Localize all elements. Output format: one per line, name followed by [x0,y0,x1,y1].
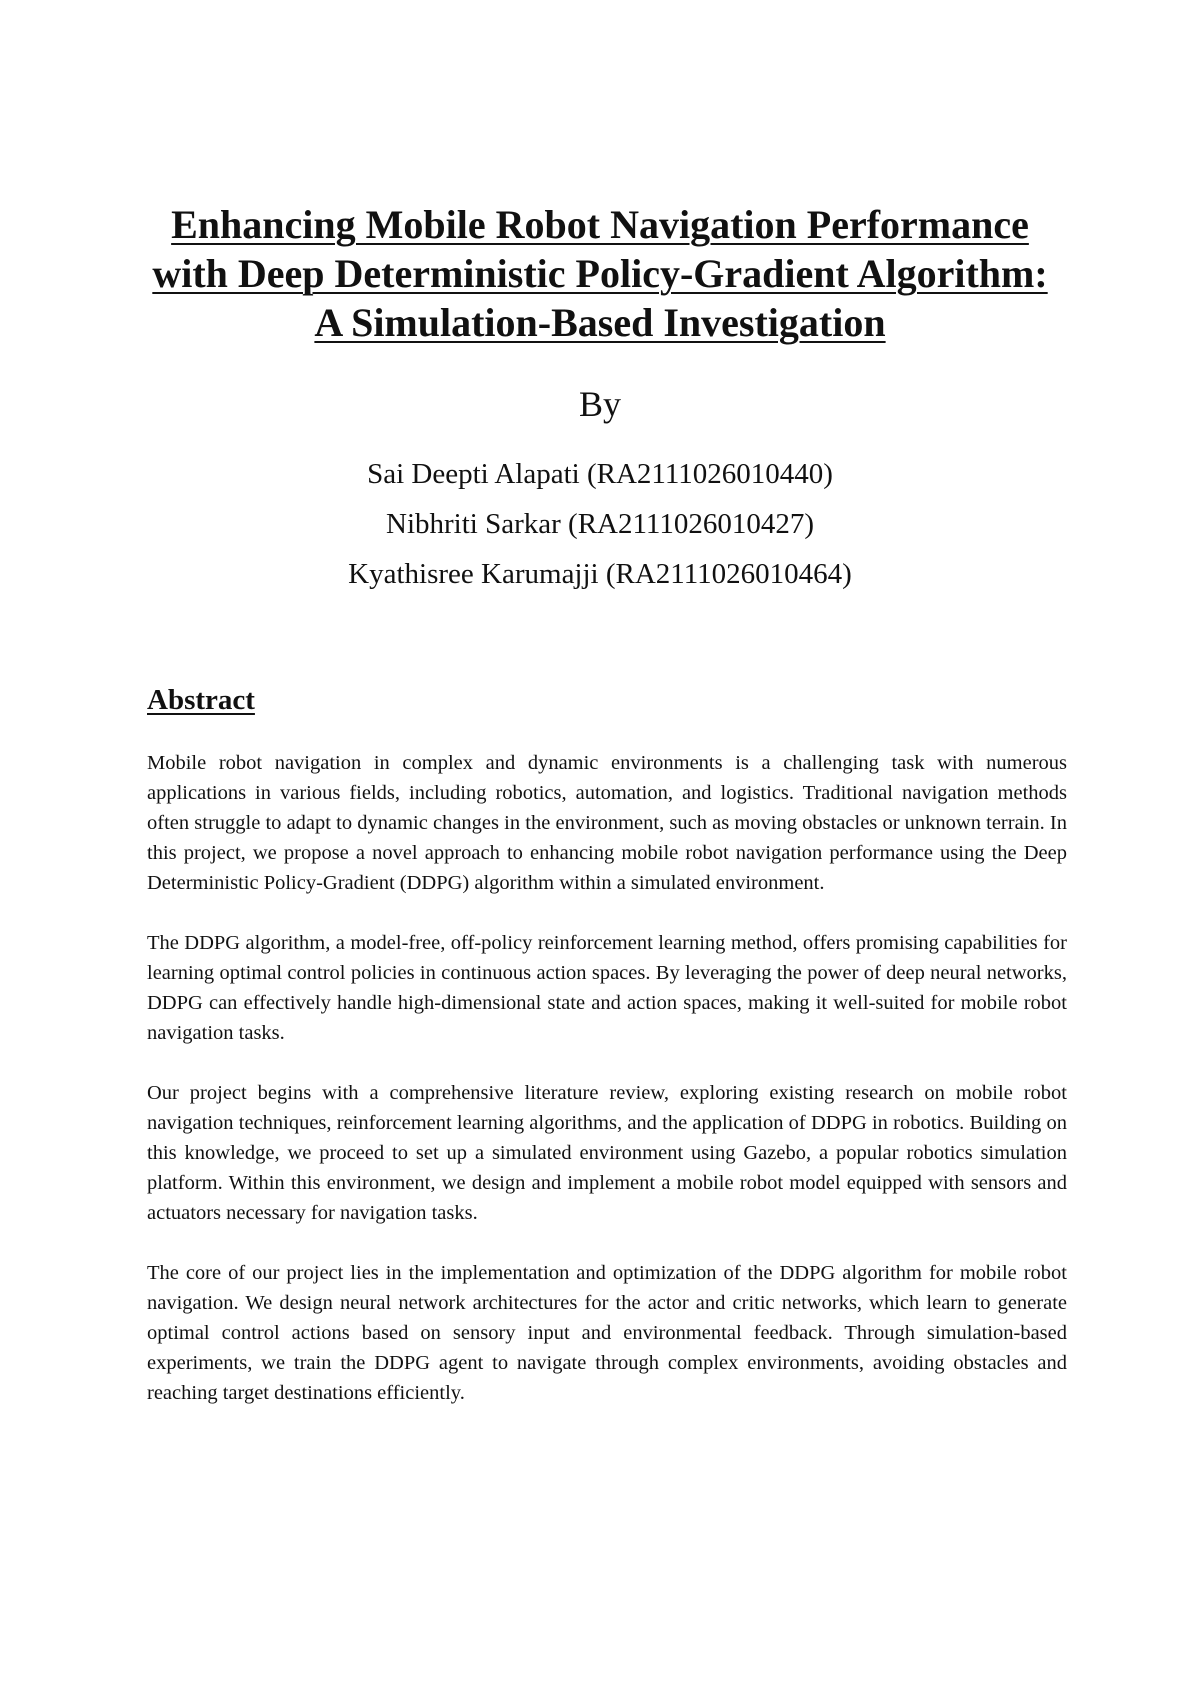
title-line-2: with Deep Deterministic Policy-Gradient Algorithm: [152,251,1048,296]
abstract-body [147,748,1067,1438]
author-3: Kyathisree Karumajji (RA2111026010464) [348,558,852,590]
title-line-3: A Simulation-Based Investigation [314,300,886,345]
abstract-heading: Abstract [147,684,255,716]
abstract-paragraph-3: Our project begins with a comprehensive literature review, exploring existing research on mobile robot navigation techniques, reinforcement learning algorithms, and the application of DDPG in robotics. Building on this knowledge, we proceed to set up a simulated environment using Gazebo, a popular robotics simulation platform. Within this environment, we design and implement a mobile robot model equipped with sensors and actuators necessary for navigation tasks. [147,1082,1067,1224]
author-list [0,449,1200,599]
byline: By [578,384,621,424]
title-line-1: Enhancing Mobile Robot Navigation Performance [171,202,1029,247]
abstract-paragraph-2: The DDPG algorithm, a model-free, off-policy reinforcement learning method, offers promising capabilities for learning optimal control policies in continuous action spaces. By leveraging the power of deep neural networks, DDPG can effectively handle high-dimensional state and action spaces, making it well-suited for mobile robot navigation tasks. [147,932,1067,1044]
document-title [120,200,1080,347]
author-1: Sai Deepti Alapati (RA2111026010440) [367,458,833,490]
abstract-paragraph-1: Mobile robot navigation in complex and dynamic environments is a challenging task with numerous applications in various fields, including robotics, automation, and logistics. Traditional navigation methods often struggle to adapt to dynamic changes in the environment, such as moving obstacles or unknown terrain. In this project, we propose a novel approach to enhancing mobile robot navigation performance using the Deep Deterministic Policy-Gradient (DDPG) algorithm within a simulated environment. [147,752,1067,894]
author-2: Nibhriti Sarkar (RA2111026010427) [386,508,814,540]
abstract-paragraph-4: The core of our project lies in the implementation and optimization of the DDPG algorithm for mobile robot navigation. We design neural network architectures for the actor and critic networks, which learn to generate optimal control actions based on sensory input and environmental feedback. Through simulation-based experiments, we train the DDPG agent to navigate through complex environments, avoiding obstacles and reaching target destinations efficiently. [147,1262,1067,1404]
